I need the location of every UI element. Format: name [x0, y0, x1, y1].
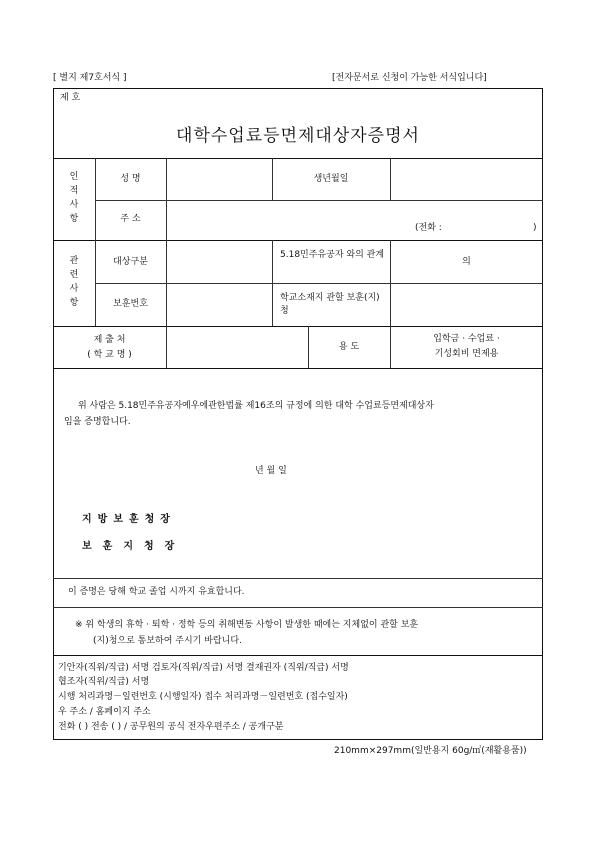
enforcement-row: 시행 처리과명－일련번호 (시행일자) 접수 처리과명－일련번호 (접수일자): [58, 692, 348, 702]
rule: [53, 578, 543, 579]
personal-section-label: 인적사항: [69, 172, 79, 224]
phone-label: (전화 :: [415, 223, 442, 233]
electronic-document-note: [전자문서로 신청이 가능한 서식입니다]: [332, 73, 487, 83]
submit-to-label: 제 출 처: [93, 335, 126, 345]
usage-value-2: 기성회비 면제용: [434, 349, 499, 359]
target-type-label: 대상구분: [113, 257, 148, 267]
notice-line-2: (지)청으로 통보하여 주시기 바랍니다.: [93, 636, 242, 646]
veterans-office-label: 학교소재지 관할 보훈(지)청: [280, 293, 380, 316]
form-number: [ 별지 제7호서식 ]: [53, 73, 127, 83]
veteran-number-label: 보훈번호: [113, 299, 148, 309]
rule: [390, 326, 391, 368]
veteran-number-field[interactable]: [167, 285, 271, 325]
birth-date-label: 생년월일: [313, 174, 349, 184]
issuer-regional-office: 지방보훈청장: [82, 514, 176, 525]
related-section-label: 관련사항: [69, 256, 79, 308]
approval-row: 기안자(직위/직급) 서명 검토자(직위/직급) 서명 결재권자 (직위/직급) 서명: [58, 663, 349, 673]
notice-line-1: ※ 위 학생의 휴학 · 퇴학 · 정학 등의 취해변동 사항이 발생한 때에는 지체없이 관할 보훈: [75, 620, 419, 630]
address-field[interactable]: [167, 202, 407, 239]
address-row: 우 주소 / 홈페이지 주소: [58, 707, 151, 717]
relation-label: 5.18민주유공자 와의 관계: [280, 250, 385, 260]
document-number-label: 제 호: [60, 93, 81, 103]
statement-line-1: 위 사람은 5.18민주유공자예우에관한법률 제16조의 규정에 의한 대학 수업료등면제대상자: [78, 401, 434, 411]
school-name-label: ( 학 교 명 ): [87, 350, 132, 360]
issue-date: 년 월 일: [255, 466, 287, 476]
validity-note: 이 증명은 당해 학교 졸업 시까지 유효합니다.: [68, 587, 245, 597]
phone-close: ): [533, 223, 537, 233]
contact-row: 전화 ( ) 전송 ( ) / 공무원의 공식 전자우편주소 / 공개구분: [58, 722, 284, 732]
target-type-field[interactable]: [167, 242, 271, 282]
relation-suffix: 의: [462, 257, 471, 267]
rule: [272, 240, 273, 326]
issuer-branch-office: 보훈지청장: [82, 541, 186, 552]
name-field[interactable]: [167, 160, 271, 199]
name-label: 성 명: [120, 174, 141, 184]
rule: [95, 283, 543, 284]
rule: [95, 200, 543, 201]
rule: [53, 655, 543, 656]
address-label: 주 소: [120, 214, 141, 224]
cooperator-row: 협조자(직위/직급) 서명: [58, 677, 150, 687]
rule: [53, 607, 543, 608]
document-title: 대학수업료등면제대상자증명서: [176, 126, 420, 146]
veterans-office-field[interactable]: [391, 285, 541, 325]
birth-date-field[interactable]: [391, 160, 541, 199]
rule: [53, 240, 543, 241]
usage-value-1: 입학금 · 수업료 ·: [433, 334, 500, 344]
statement-line-2: 임을 증명합니다.: [64, 417, 131, 427]
rule: [53, 368, 543, 369]
rule: [53, 158, 543, 159]
usage-label: 용 도: [338, 342, 360, 352]
rule: [53, 326, 543, 327]
paper-spec: 210mm×297mm(일반용지 60g/㎡(재활용품)): [334, 746, 527, 756]
school-name-field[interactable]: [167, 328, 307, 367]
